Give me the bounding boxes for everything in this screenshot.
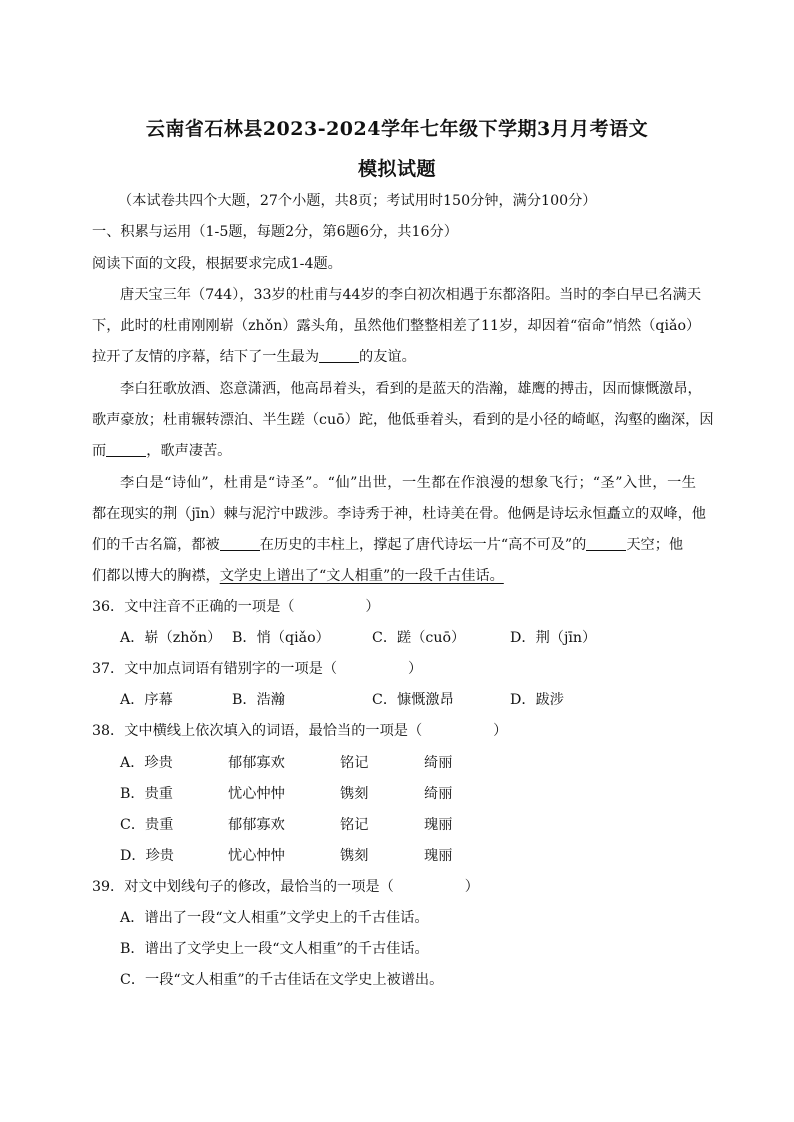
question-38-row-c-col1: C．贵重 [120,817,174,833]
question-37-option-a: A．序幕 [120,692,173,708]
passage-p3-line2: 都在现实的荆（jīn）棘与泥泞中跋涉。李诗秀于神，杜诗美在骨。他俩是诗坛永恒矗立的双峰，他 [92,506,706,522]
question-36-option-b: B．悄（qiǎo） [232,630,330,646]
question-38-row-b-col3: 镌刻 [340,786,369,802]
question-38-row-c-col4: 瑰丽 [424,817,453,833]
passage-text: 们的千古名篇，都被 [92,537,220,553]
question-37-option-d: D．跋涉 [510,692,564,708]
question-37-option-b: B．浩瀚 [232,692,285,708]
question-38-stem: 38．文中横线上依次填入的词语，最恰当的一项是（ ） [92,723,508,739]
question-36-option-c: C．蹉（cuō） [372,630,466,646]
question-38-row-b-col1: B．贵重 [120,786,173,802]
section-instruction: 阅读下面的文段，根据要求完成1-4题。 [92,256,342,272]
exam-note: （本试卷共四个大题，27个小题，共8页；考试用时150分钟，满分100分） [118,193,597,209]
passage-p3-line3 [92,535,683,555]
question-37-stem: 37．文中加点词语有错别字的一项是（ ） [92,661,423,677]
question-39-option-c: C．一段“文人相重”的千古佳话在文学史上被谱出。 [120,972,444,988]
passage-text: 们都以博大的胸襟， [92,568,220,584]
fill-blank-1 [319,348,359,363]
passage-p3-line1: 李白是“诗仙”，杜甫是“诗圣”。“仙”出世，一生都在作浪漫的想象飞行；“圣”入世，一生 [120,475,696,491]
passage-text: 拉开了友情的序幕，结下了一生最为 [92,349,320,365]
fill-blank-4 [586,536,626,551]
passage-p2-line1: 李白狂歌放酒、恣意潇洒，他高昂着头，看到的是蓝天的浩瀚，雄鹰的搏击，因而慷慨激昂， [120,381,702,397]
question-39-option-a: A．谱出了一段“文人相重”文学史上的千古佳话。 [120,910,429,926]
section-heading: 一、积累与运用（1-5题，每题2分，第6题6分，共16分） [92,224,458,240]
question-36-option-d: D．荆（jīn） [510,630,597,646]
question-36-stem: 36．文中注音不正确的一项是（ ） [92,599,380,615]
passage-p1-line3 [92,347,416,367]
question-38-row-d-col3: 镌刻 [340,848,369,864]
question-38-row-c-col2: 郁郁寡欢 [228,817,285,833]
question-38-row-a-col4: 绮丽 [424,755,453,771]
exam-subtitle: 模拟试题 [357,158,436,180]
fill-blank-3 [220,536,260,551]
passage-text: 在历史的丰柱上，撑起了唐代诗坛一片“高不可及”的 [259,537,587,553]
question-36-option-a: A．崭（zhǒn） [120,630,222,646]
question-38-row-d-col4: 瑰丽 [424,848,453,864]
fill-blank-2 [106,442,146,457]
question-39-option-b: B．谱出了文学史上一段“文人相重”的千古佳话。 [120,941,429,957]
question-38-row-a-col2: 郁郁寡欢 [228,755,285,771]
question-37-option-c: C．慷慨激昂 [372,692,454,708]
underlined-sentence: 文学史上谱出了“文人相重”的一段千古佳话。 [219,568,504,584]
passage-text: 天空；他 [626,537,684,553]
passage-p3-line4 [92,566,504,586]
exam-title: 云南省石林县2023-2024学年七年级下学期3月月考语文 [145,118,649,140]
question-38-row-a-col3: 铭记 [340,755,369,771]
passage-text: 而 [92,443,107,459]
question-38-row-d-col1: D．珍贵 [120,848,174,864]
passage-p2-line2: 歌声豪放；杜甫辗转漂泊、半生蹉（cuō）跎，他低垂着头，看到的是小径的崎岖，沟壑的幽深，因 [92,412,714,428]
question-38-row-c-col3: 铭记 [340,817,369,833]
question-38-row-b-col4: 绮丽 [424,786,453,802]
question-39-stem: 39．对文中划线句子的修改，最恰当的一项是（ ） [92,879,479,895]
question-38-row-b-col2: 忧心忡忡 [228,786,285,802]
question-38-row-a-col1: A．珍贵 [120,755,173,771]
passage-p1-line1: 唐天宝三年（744），33岁的杜甫与44岁的李白初次相遇于东都洛阳。当时的李白早已名满天 [120,287,702,303]
question-38-row-d-col2: 忧心忡忡 [228,848,285,864]
passage-p1-line2: 下，此时的杜甫刚刚崭（zhǒn）露头角，虽然他们整整相差了11岁，却因着“宿命”悄然（qiǎo） [92,318,701,334]
passage-p2-line3 [92,441,231,461]
passage-text: 的友谊。 [359,349,416,365]
passage-text: ，歌声凄苦。 [146,443,232,459]
